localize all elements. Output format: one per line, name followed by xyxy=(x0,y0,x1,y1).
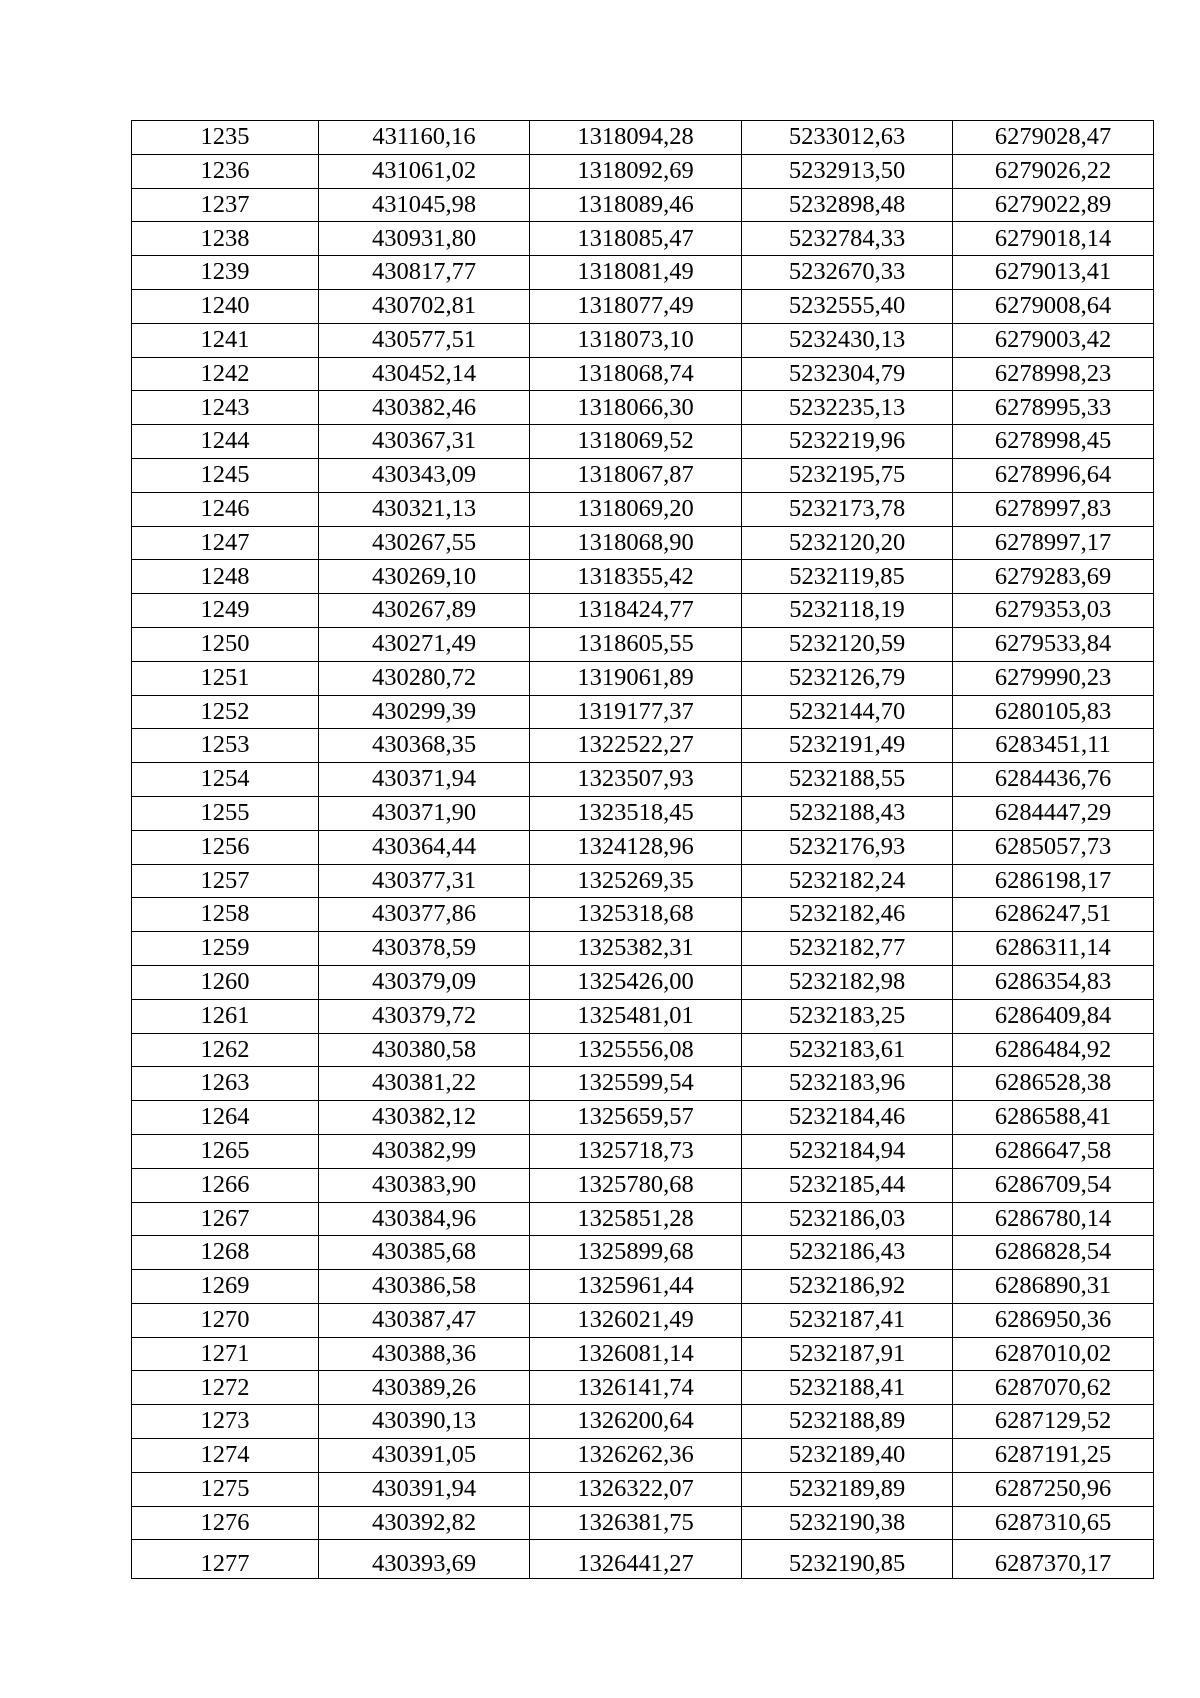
x-coordinate-cell: 430392,82 xyxy=(319,1506,530,1540)
point-number-cell: 1265 xyxy=(132,1134,319,1168)
table-row xyxy=(132,357,1154,391)
table-row xyxy=(132,763,1154,797)
y-coordinate-cell: 1319177,37 xyxy=(530,695,742,729)
x-coordinate-cell: 430577,51 xyxy=(319,323,530,357)
x2-coordinate-cell: 5232195,75 xyxy=(742,458,953,492)
coordinates-table-body xyxy=(132,121,1154,1579)
x2-coordinate-cell: 5232187,91 xyxy=(742,1337,953,1371)
point-number-cell: 1271 xyxy=(132,1337,319,1371)
x2-coordinate-cell: 5232304,79 xyxy=(742,357,953,391)
point-number-cell: 1261 xyxy=(132,999,319,1033)
point-number-cell: 1257 xyxy=(132,864,319,898)
x-coordinate-cell: 430386,58 xyxy=(319,1270,530,1304)
x2-coordinate-cell: 5232182,77 xyxy=(742,932,953,966)
y2-coordinate-cell: 6286198,17 xyxy=(953,864,1154,898)
y-coordinate-cell: 1323518,45 xyxy=(530,796,742,830)
x-coordinate-cell: 430377,31 xyxy=(319,864,530,898)
table-row xyxy=(132,391,1154,425)
point-number-cell: 1255 xyxy=(132,796,319,830)
table-row xyxy=(132,729,1154,763)
y-coordinate-cell: 1325780,68 xyxy=(530,1168,742,1202)
x2-coordinate-cell: 5232188,41 xyxy=(742,1371,953,1405)
point-number-cell: 1251 xyxy=(132,661,319,695)
y-coordinate-cell: 1318069,52 xyxy=(530,425,742,459)
y2-coordinate-cell: 6279022,89 xyxy=(953,188,1154,222)
point-number-cell: 1268 xyxy=(132,1236,319,1270)
table-row xyxy=(132,289,1154,323)
point-number-cell: 1243 xyxy=(132,391,319,425)
y2-coordinate-cell: 6285057,73 xyxy=(953,830,1154,864)
y2-coordinate-cell: 6278996,64 xyxy=(953,458,1154,492)
x2-coordinate-cell: 5232118,19 xyxy=(742,594,953,628)
point-number-cell: 1269 xyxy=(132,1270,319,1304)
x-coordinate-cell: 430267,89 xyxy=(319,594,530,628)
y-coordinate-cell: 1324128,96 xyxy=(530,830,742,864)
y2-coordinate-cell: 6279533,84 xyxy=(953,627,1154,661)
y-coordinate-cell: 1325899,68 xyxy=(530,1236,742,1270)
point-number-cell: 1276 xyxy=(132,1506,319,1540)
x2-coordinate-cell: 5232555,40 xyxy=(742,289,953,323)
y-coordinate-cell: 1326141,74 xyxy=(530,1371,742,1405)
x-coordinate-cell: 430389,26 xyxy=(319,1371,530,1405)
table-row xyxy=(132,526,1154,560)
y-coordinate-cell: 1326441,27 xyxy=(530,1540,742,1579)
table-row xyxy=(132,1472,1154,1506)
table-row xyxy=(132,661,1154,695)
y-coordinate-cell: 1326081,14 xyxy=(530,1337,742,1371)
table-row xyxy=(132,1236,1154,1270)
y-coordinate-cell: 1325599,54 xyxy=(530,1067,742,1101)
point-number-cell: 1272 xyxy=(132,1371,319,1405)
y-coordinate-cell: 1326021,49 xyxy=(530,1303,742,1337)
point-number-cell: 1248 xyxy=(132,560,319,594)
point-number-cell: 1273 xyxy=(132,1405,319,1439)
point-number-cell: 1253 xyxy=(132,729,319,763)
table-row xyxy=(132,965,1154,999)
point-number-cell: 1262 xyxy=(132,1033,319,1067)
y2-coordinate-cell: 6279003,42 xyxy=(953,323,1154,357)
x-coordinate-cell: 430267,55 xyxy=(319,526,530,560)
y-coordinate-cell: 1326262,36 xyxy=(530,1439,742,1473)
y-coordinate-cell: 1318092,69 xyxy=(530,154,742,188)
y2-coordinate-cell: 6278995,33 xyxy=(953,391,1154,425)
y-coordinate-cell: 1318073,10 xyxy=(530,323,742,357)
point-number-cell: 1245 xyxy=(132,458,319,492)
point-number-cell: 1246 xyxy=(132,492,319,526)
x2-coordinate-cell: 5232670,33 xyxy=(742,256,953,290)
x-coordinate-cell: 431045,98 xyxy=(319,188,530,222)
point-number-cell: 1270 xyxy=(132,1303,319,1337)
y2-coordinate-cell: 6286780,14 xyxy=(953,1202,1154,1236)
point-number-cell: 1259 xyxy=(132,932,319,966)
x2-coordinate-cell: 5232182,24 xyxy=(742,864,953,898)
table-row xyxy=(132,323,1154,357)
x-coordinate-cell: 431061,02 xyxy=(319,154,530,188)
y2-coordinate-cell: 6287129,52 xyxy=(953,1405,1154,1439)
x-coordinate-cell: 431160,16 xyxy=(319,121,530,155)
point-number-cell: 1250 xyxy=(132,627,319,661)
table-row xyxy=(132,898,1154,932)
x2-coordinate-cell: 5232119,85 xyxy=(742,560,953,594)
x-coordinate-cell: 430371,90 xyxy=(319,796,530,830)
y2-coordinate-cell: 6280105,83 xyxy=(953,695,1154,729)
point-number-cell: 1252 xyxy=(132,695,319,729)
y2-coordinate-cell: 6287310,65 xyxy=(953,1506,1154,1540)
y-coordinate-cell: 1325718,73 xyxy=(530,1134,742,1168)
x2-coordinate-cell: 5232185,44 xyxy=(742,1168,953,1202)
y-coordinate-cell: 1318424,77 xyxy=(530,594,742,628)
x2-coordinate-cell: 5232186,03 xyxy=(742,1202,953,1236)
y-coordinate-cell: 1318605,55 xyxy=(530,627,742,661)
x2-coordinate-cell: 5232784,33 xyxy=(742,222,953,256)
x2-coordinate-cell: 5232187,41 xyxy=(742,1303,953,1337)
x-coordinate-cell: 430368,35 xyxy=(319,729,530,763)
y-coordinate-cell: 1318068,74 xyxy=(530,357,742,391)
x2-coordinate-cell: 5233012,63 xyxy=(742,121,953,155)
point-number-cell: 1244 xyxy=(132,425,319,459)
y2-coordinate-cell: 6286247,51 xyxy=(953,898,1154,932)
x-coordinate-cell: 430381,22 xyxy=(319,1067,530,1101)
x-coordinate-cell: 430384,96 xyxy=(319,1202,530,1236)
y-coordinate-cell: 1318094,28 xyxy=(530,121,742,155)
point-number-cell: 1240 xyxy=(132,289,319,323)
y2-coordinate-cell: 6279026,22 xyxy=(953,154,1154,188)
x-coordinate-cell: 430367,31 xyxy=(319,425,530,459)
table-row xyxy=(132,594,1154,628)
table-row xyxy=(132,1337,1154,1371)
y2-coordinate-cell: 6278997,83 xyxy=(953,492,1154,526)
y-coordinate-cell: 1318089,46 xyxy=(530,188,742,222)
x2-coordinate-cell: 5232184,46 xyxy=(742,1101,953,1135)
table-row xyxy=(132,1439,1154,1473)
y2-coordinate-cell: 6286311,14 xyxy=(953,932,1154,966)
x2-coordinate-cell: 5232182,46 xyxy=(742,898,953,932)
y-coordinate-cell: 1318081,49 xyxy=(530,256,742,290)
x-coordinate-cell: 430343,09 xyxy=(319,458,530,492)
table-row xyxy=(132,492,1154,526)
y2-coordinate-cell: 6279013,41 xyxy=(953,256,1154,290)
y-coordinate-cell: 1326381,75 xyxy=(530,1506,742,1540)
table-row xyxy=(132,560,1154,594)
x-coordinate-cell: 430387,47 xyxy=(319,1303,530,1337)
y-coordinate-cell: 1325961,44 xyxy=(530,1270,742,1304)
point-number-cell: 1237 xyxy=(132,188,319,222)
table-row xyxy=(132,1540,1154,1579)
y-coordinate-cell: 1325556,08 xyxy=(530,1033,742,1067)
y-coordinate-cell: 1318068,90 xyxy=(530,526,742,560)
y2-coordinate-cell: 6284436,76 xyxy=(953,763,1154,797)
coordinates-table xyxy=(131,120,1154,1579)
x-coordinate-cell: 430321,13 xyxy=(319,492,530,526)
x2-coordinate-cell: 5232183,25 xyxy=(742,999,953,1033)
point-number-cell: 1238 xyxy=(132,222,319,256)
x-coordinate-cell: 430280,72 xyxy=(319,661,530,695)
y2-coordinate-cell: 6286409,84 xyxy=(953,999,1154,1033)
x2-coordinate-cell: 5232913,50 xyxy=(742,154,953,188)
table-row xyxy=(132,796,1154,830)
y-coordinate-cell: 1325659,57 xyxy=(530,1101,742,1135)
y2-coordinate-cell: 6286890,31 xyxy=(953,1270,1154,1304)
point-number-cell: 1235 xyxy=(132,121,319,155)
y2-coordinate-cell: 6279990,23 xyxy=(953,661,1154,695)
x-coordinate-cell: 430371,94 xyxy=(319,763,530,797)
y2-coordinate-cell: 6286588,41 xyxy=(953,1101,1154,1135)
y2-coordinate-cell: 6287370,17 xyxy=(953,1540,1154,1579)
table-row xyxy=(132,932,1154,966)
x2-coordinate-cell: 5232188,55 xyxy=(742,763,953,797)
y-coordinate-cell: 1325851,28 xyxy=(530,1202,742,1236)
y-coordinate-cell: 1326200,64 xyxy=(530,1405,742,1439)
table-row xyxy=(132,425,1154,459)
table-row xyxy=(132,1134,1154,1168)
x2-coordinate-cell: 5232186,43 xyxy=(742,1236,953,1270)
table-row xyxy=(132,1405,1154,1439)
x2-coordinate-cell: 5232183,61 xyxy=(742,1033,953,1067)
point-number-cell: 1263 xyxy=(132,1067,319,1101)
y2-coordinate-cell: 6287250,96 xyxy=(953,1472,1154,1506)
x-coordinate-cell: 430702,81 xyxy=(319,289,530,323)
y-coordinate-cell: 1318066,30 xyxy=(530,391,742,425)
x2-coordinate-cell: 5232190,38 xyxy=(742,1506,953,1540)
point-number-cell: 1264 xyxy=(132,1101,319,1135)
x-coordinate-cell: 430377,86 xyxy=(319,898,530,932)
x-coordinate-cell: 430364,44 xyxy=(319,830,530,864)
y2-coordinate-cell: 6278998,45 xyxy=(953,425,1154,459)
y-coordinate-cell: 1318355,42 xyxy=(530,560,742,594)
point-number-cell: 1249 xyxy=(132,594,319,628)
point-number-cell: 1256 xyxy=(132,830,319,864)
x-coordinate-cell: 430378,59 xyxy=(319,932,530,966)
x2-coordinate-cell: 5232191,49 xyxy=(742,729,953,763)
y2-coordinate-cell: 6279353,03 xyxy=(953,594,1154,628)
x2-coordinate-cell: 5232189,40 xyxy=(742,1439,953,1473)
y2-coordinate-cell: 6286528,38 xyxy=(953,1067,1154,1101)
y-coordinate-cell: 1325481,01 xyxy=(530,999,742,1033)
y2-coordinate-cell: 6287191,25 xyxy=(953,1439,1154,1473)
x2-coordinate-cell: 5232188,43 xyxy=(742,796,953,830)
table-row xyxy=(132,999,1154,1033)
x2-coordinate-cell: 5232144,70 xyxy=(742,695,953,729)
point-number-cell: 1258 xyxy=(132,898,319,932)
table-row xyxy=(132,864,1154,898)
y2-coordinate-cell: 6279018,14 xyxy=(953,222,1154,256)
table-row xyxy=(132,1101,1154,1135)
point-number-cell: 1241 xyxy=(132,323,319,357)
table-row xyxy=(132,256,1154,290)
x2-coordinate-cell: 5232190,85 xyxy=(742,1540,953,1579)
x2-coordinate-cell: 5232235,13 xyxy=(742,391,953,425)
y2-coordinate-cell: 6287070,62 xyxy=(953,1371,1154,1405)
x-coordinate-cell: 430388,36 xyxy=(319,1337,530,1371)
x-coordinate-cell: 430391,05 xyxy=(319,1439,530,1473)
y-coordinate-cell: 1318077,49 xyxy=(530,289,742,323)
x2-coordinate-cell: 5232430,13 xyxy=(742,323,953,357)
y2-coordinate-cell: 6287010,02 xyxy=(953,1337,1154,1371)
point-number-cell: 1254 xyxy=(132,763,319,797)
x2-coordinate-cell: 5232120,59 xyxy=(742,627,953,661)
table-row xyxy=(132,121,1154,155)
y-coordinate-cell: 1325318,68 xyxy=(530,898,742,932)
y-coordinate-cell: 1318067,87 xyxy=(530,458,742,492)
y2-coordinate-cell: 6286950,36 xyxy=(953,1303,1154,1337)
table-row xyxy=(132,1067,1154,1101)
table-row xyxy=(132,695,1154,729)
y2-coordinate-cell: 6284447,29 xyxy=(953,796,1154,830)
y-coordinate-cell: 1323507,93 xyxy=(530,763,742,797)
x2-coordinate-cell: 5232184,94 xyxy=(742,1134,953,1168)
y-coordinate-cell: 1325382,31 xyxy=(530,932,742,966)
table-row xyxy=(132,627,1154,661)
point-number-cell: 1267 xyxy=(132,1202,319,1236)
point-number-cell: 1266 xyxy=(132,1168,319,1202)
table-row xyxy=(132,1303,1154,1337)
y2-coordinate-cell: 6286709,54 xyxy=(953,1168,1154,1202)
point-number-cell: 1260 xyxy=(132,965,319,999)
table-row xyxy=(132,222,1154,256)
x2-coordinate-cell: 5232176,93 xyxy=(742,830,953,864)
y2-coordinate-cell: 6278998,23 xyxy=(953,357,1154,391)
y2-coordinate-cell: 6286828,54 xyxy=(953,1236,1154,1270)
x2-coordinate-cell: 5232186,92 xyxy=(742,1270,953,1304)
x-coordinate-cell: 430383,90 xyxy=(319,1168,530,1202)
table-row xyxy=(132,830,1154,864)
x-coordinate-cell: 430379,72 xyxy=(319,999,530,1033)
y2-coordinate-cell: 6279008,64 xyxy=(953,289,1154,323)
x-coordinate-cell: 430269,10 xyxy=(319,560,530,594)
table-row xyxy=(132,1168,1154,1202)
x-coordinate-cell: 430452,14 xyxy=(319,357,530,391)
y2-coordinate-cell: 6278997,17 xyxy=(953,526,1154,560)
y2-coordinate-cell: 6279283,69 xyxy=(953,560,1154,594)
x-coordinate-cell: 430390,13 xyxy=(319,1405,530,1439)
x2-coordinate-cell: 5232126,79 xyxy=(742,661,953,695)
table-row xyxy=(132,188,1154,222)
x-coordinate-cell: 430380,58 xyxy=(319,1033,530,1067)
x2-coordinate-cell: 5232120,20 xyxy=(742,526,953,560)
x-coordinate-cell: 430931,80 xyxy=(319,222,530,256)
x2-coordinate-cell: 5232182,98 xyxy=(742,965,953,999)
y2-coordinate-cell: 6283451,11 xyxy=(953,729,1154,763)
y-coordinate-cell: 1318069,20 xyxy=(530,492,742,526)
x-coordinate-cell: 430382,99 xyxy=(319,1134,530,1168)
y-coordinate-cell: 1322522,27 xyxy=(530,729,742,763)
point-number-cell: 1274 xyxy=(132,1439,319,1473)
y-coordinate-cell: 1325269,35 xyxy=(530,864,742,898)
x-coordinate-cell: 430299,39 xyxy=(319,695,530,729)
table-row xyxy=(132,154,1154,188)
y2-coordinate-cell: 6279028,47 xyxy=(953,121,1154,155)
table-row xyxy=(132,1202,1154,1236)
x-coordinate-cell: 430271,49 xyxy=(319,627,530,661)
table-row xyxy=(132,1270,1154,1304)
y-coordinate-cell: 1326322,07 xyxy=(530,1472,742,1506)
x-coordinate-cell: 430393,69 xyxy=(319,1540,530,1579)
y-coordinate-cell: 1325426,00 xyxy=(530,965,742,999)
x2-coordinate-cell: 5232189,89 xyxy=(742,1472,953,1506)
x-coordinate-cell: 430391,94 xyxy=(319,1472,530,1506)
table-row xyxy=(132,1033,1154,1067)
y-coordinate-cell: 1318085,47 xyxy=(530,222,742,256)
table-row xyxy=(132,1506,1154,1540)
y2-coordinate-cell: 6286354,83 xyxy=(953,965,1154,999)
y2-coordinate-cell: 6286484,92 xyxy=(953,1033,1154,1067)
point-number-cell: 1242 xyxy=(132,357,319,391)
x-coordinate-cell: 430382,46 xyxy=(319,391,530,425)
y-coordinate-cell: 1319061,89 xyxy=(530,661,742,695)
point-number-cell: 1236 xyxy=(132,154,319,188)
point-number-cell: 1239 xyxy=(132,256,319,290)
x2-coordinate-cell: 5232219,96 xyxy=(742,425,953,459)
table-row xyxy=(132,458,1154,492)
x-coordinate-cell: 430379,09 xyxy=(319,965,530,999)
x-coordinate-cell: 430385,68 xyxy=(319,1236,530,1270)
point-number-cell: 1277 xyxy=(132,1540,319,1579)
x-coordinate-cell: 430382,12 xyxy=(319,1101,530,1135)
x2-coordinate-cell: 5232898,48 xyxy=(742,188,953,222)
point-number-cell: 1275 xyxy=(132,1472,319,1506)
point-number-cell: 1247 xyxy=(132,526,319,560)
y2-coordinate-cell: 6286647,58 xyxy=(953,1134,1154,1168)
x2-coordinate-cell: 5232173,78 xyxy=(742,492,953,526)
table-row xyxy=(132,1371,1154,1405)
x-coordinate-cell: 430817,77 xyxy=(319,256,530,290)
x2-coordinate-cell: 5232188,89 xyxy=(742,1405,953,1439)
x2-coordinate-cell: 5232183,96 xyxy=(742,1067,953,1101)
